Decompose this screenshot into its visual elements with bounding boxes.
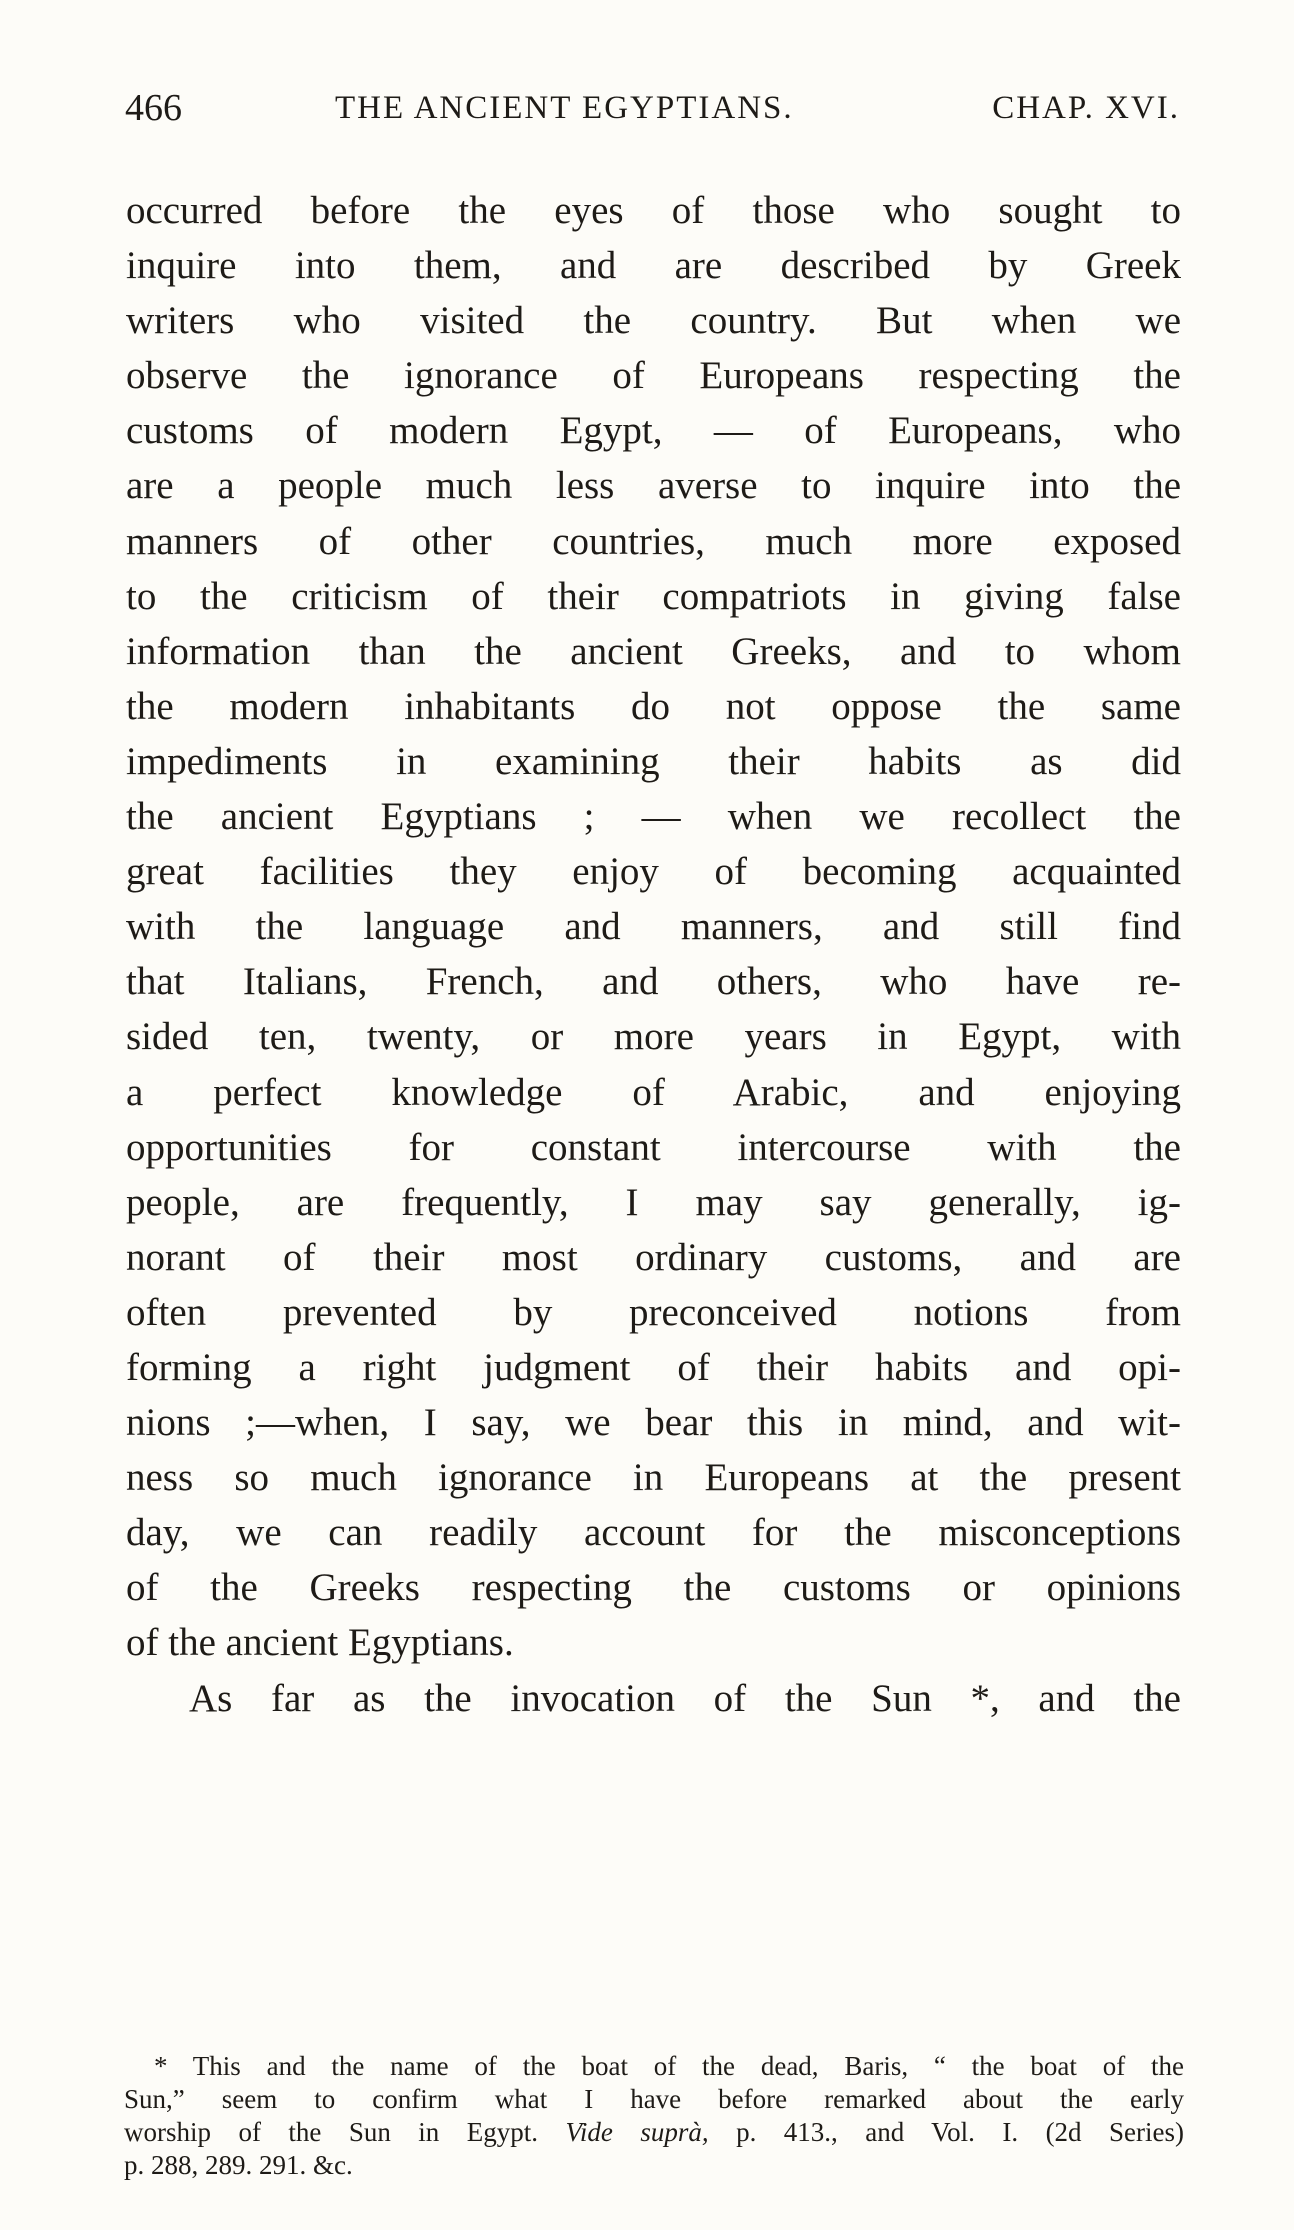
text-line: forming a right judgment of their habits and opi- bbox=[126, 1345, 1181, 1389]
text-line: with the language and manners, and still find bbox=[126, 905, 1181, 949]
text-line: sided ten, twenty, or more years in Egypt, with bbox=[126, 1015, 1181, 1059]
page-number: 466 bbox=[125, 87, 182, 129]
running-header bbox=[125, 86, 1180, 136]
text-line: opportunities for constant intercourse with the bbox=[126, 1125, 1181, 1169]
text-line: nions ;—when, I say, we bear this in mind, and wit- bbox=[126, 1401, 1181, 1445]
footnote-line: Sun,” seem to confirm what I have before remarked about the early bbox=[124, 2084, 1184, 2114]
footnote-line: * This and the name of the boat of the dead, Baris, “ the boat of the bbox=[154, 2051, 1184, 2081]
text-line: people, are frequently, I may say generally, ig- bbox=[126, 1180, 1181, 1224]
text-line: of the Greeks respecting the customs or opinions bbox=[126, 1566, 1181, 1610]
text-line-paragraph-end: of the ancient Egyptians. bbox=[126, 1621, 514, 1665]
text-line: day, we can readily account for the misconceptions bbox=[126, 1511, 1181, 1555]
text-line: ness so much ignorance in Europeans at the present bbox=[126, 1456, 1181, 1500]
text-line: often prevented by preconceived notions from bbox=[126, 1290, 1181, 1334]
text-line-paragraph-start: As far as the invocation of the Sun *, and the bbox=[189, 1676, 1181, 1720]
text-line: norant of their most ordinary customs, and are bbox=[126, 1235, 1181, 1279]
text-line: the modern inhabitants do not oppose the same bbox=[126, 684, 1181, 728]
text-line: that Italians, French, and others, who have re- bbox=[126, 960, 1181, 1004]
text-line: are a people much less averse to inquire into the bbox=[126, 464, 1181, 508]
running-title: THE ANCIENT EGYPTIANS. bbox=[335, 90, 794, 126]
footnote-text: worship of the Sun in Egypt. bbox=[124, 2117, 566, 2147]
text-line: writers who visited the country. But when we bbox=[126, 299, 1181, 343]
footnote-line: p. 288, 289. 291. &c. bbox=[124, 2150, 353, 2180]
text-line: information than the ancient Greeks, and to whom bbox=[126, 629, 1181, 673]
text-line: a perfect knowledge of Arabic, and enjoying bbox=[126, 1070, 1181, 1114]
text-line: manners of other countries, much more exposed bbox=[126, 519, 1181, 563]
footnote-citation-italic: Vide suprà, bbox=[565, 2117, 709, 2147]
footnote-text: p. 413., and Vol. I. (2d Series) bbox=[708, 2117, 1184, 2147]
body-text bbox=[126, 183, 1181, 1726]
text-line: observe the ignorance of Europeans respecting the bbox=[126, 354, 1181, 398]
text-line: the ancient Egyptians ; — when we recollect the bbox=[126, 795, 1181, 839]
text-line: to the criticism of their compatriots in giving false bbox=[126, 574, 1181, 618]
text-line: inquire into them, and are described by Greek bbox=[126, 244, 1181, 288]
chapter-label: CHAP. XVI. bbox=[992, 90, 1180, 126]
text-line: occurred before the eyes of those who sought to bbox=[126, 189, 1181, 232]
footnote bbox=[124, 2050, 1184, 2182]
text-line: great facilities they enjoy of becoming acquainted bbox=[126, 850, 1181, 894]
text-line: impediments in examining their habits as did bbox=[126, 739, 1181, 783]
text-line: customs of modern Egypt, — of Europeans, who bbox=[126, 409, 1181, 453]
footnote-line bbox=[124, 2116, 1184, 2149]
